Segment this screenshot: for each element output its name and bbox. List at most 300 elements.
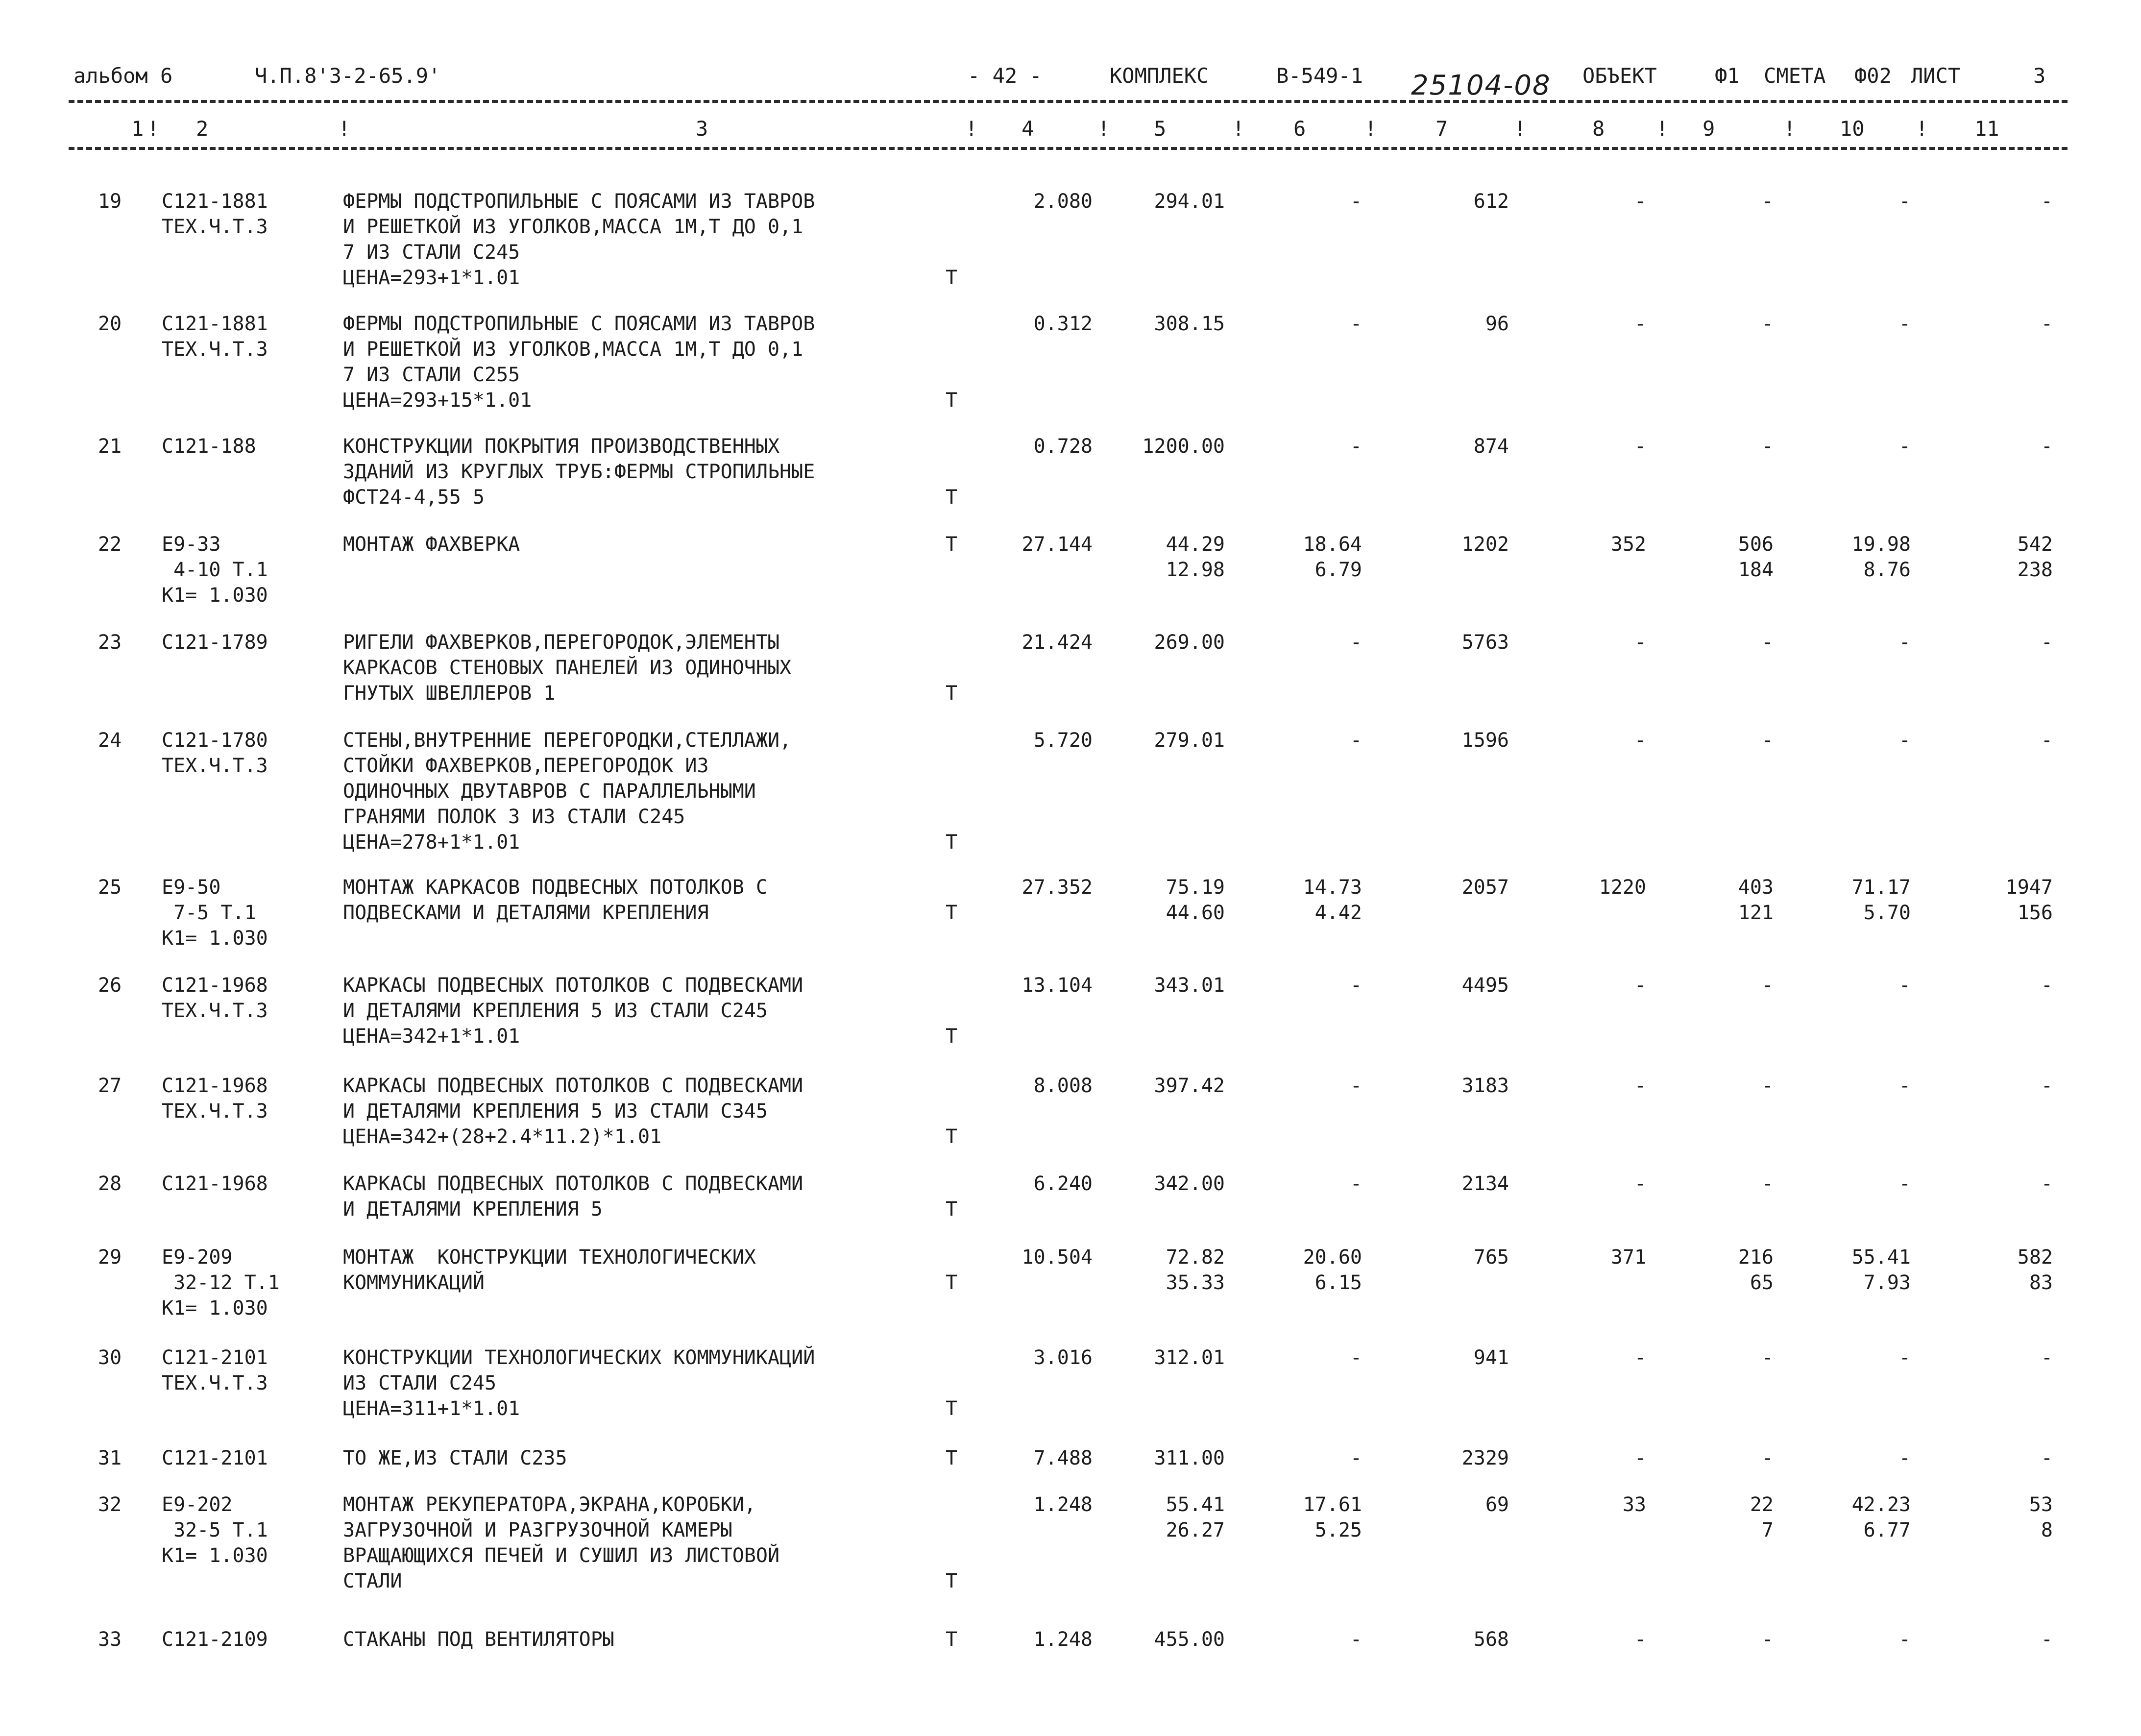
unit-cost: [1097, 1627, 1225, 1652]
machine-total: [1656, 875, 1774, 926]
work-description-line: ЦЕНА=293+15*1.01: [343, 389, 532, 412]
machine-cost-line: -: [1350, 1447, 1362, 1469]
machine-cost: [1235, 1627, 1362, 1652]
unit-cost-line: 72.82: [1166, 1246, 1225, 1269]
rate-code-line: С121-2109: [162, 1628, 268, 1651]
machine-cost-line: -: [1350, 729, 1362, 752]
unit-cost: [1097, 630, 1225, 655]
labor-unit-line: 71.17: [1851, 876, 1911, 899]
row-number: 28: [98, 1173, 122, 1195]
unit-mark: Т: [946, 389, 958, 412]
work-description: [343, 532, 960, 557]
work-description: [343, 1445, 960, 1471]
labor-unit-line: 8.76: [1863, 559, 1911, 581]
labor-total-line: 83: [2029, 1271, 2053, 1294]
total-cost: 3183: [1461, 1075, 1509, 1097]
quantity: 5.720: [1033, 729, 1093, 752]
labor-total-line: -: [2041, 1346, 2053, 1369]
machine-total-line: 121: [1738, 902, 1774, 924]
quantity: 21.424: [1022, 631, 1093, 654]
column-number: 11: [1974, 117, 1999, 141]
machine-total-line: -: [1761, 631, 1774, 654]
wage-total: 352: [1610, 533, 1646, 556]
labor-unit: [1783, 1345, 1911, 1370]
work-description-line: СТЕНЫ,ВНУТРЕННИЕ ПЕРЕГОРОДКИ,СТЕЛЛАЖИ,: [343, 729, 792, 752]
labor-total: [1921, 728, 2053, 753]
machine-cost: [1235, 875, 1362, 926]
work-description-line: ФЕРМЫ ПОДСТРОПИЛЬНЫЕ С ПОЯСАМИ ИЗ ТАВРОВ: [343, 313, 815, 335]
quantity: 0.312: [1033, 313, 1093, 335]
labor-unit: [1783, 532, 1911, 583]
machine-cost: [1235, 189, 1362, 214]
labor-unit-line: -: [1898, 729, 1911, 752]
machine-total: [1656, 1627, 1774, 1652]
labor-total: [1921, 1171, 2053, 1197]
unit-cost-line: 269.00: [1154, 631, 1225, 654]
labor-unit: [1783, 189, 1911, 214]
labor-total: [1921, 973, 2053, 998]
labor-unit: [1783, 728, 1911, 753]
wage-total: -: [1634, 1628, 1646, 1651]
rate-code-line: С121-2101: [162, 1447, 268, 1469]
labor-total-line: 542: [2017, 533, 2053, 556]
unit-mark: Т: [946, 533, 958, 556]
unit-cost: [1097, 532, 1225, 583]
row-number: 19: [98, 190, 122, 213]
quantity: 2.080: [1033, 190, 1093, 213]
row-number: 23: [98, 631, 122, 654]
work-description-line: ИЗ СТАЛИ С245: [343, 1372, 497, 1394]
labor-total-line: 1947: [2005, 876, 2053, 899]
estimate-value: Ф02: [1854, 64, 1892, 88]
labor-total: [1921, 1073, 2053, 1099]
machine-cost: [1235, 532, 1362, 583]
column-number: 9: [1703, 117, 1715, 141]
total-cost: 2057: [1461, 876, 1509, 899]
unit-mark: Т: [946, 1570, 958, 1592]
rate-code: [162, 1627, 338, 1652]
machine-total-line: -: [1761, 974, 1774, 997]
column-number: 1: [131, 117, 144, 141]
rate-code-line: 32-5 Т.1: [162, 1519, 268, 1541]
machine-cost-line: 4.42: [1314, 902, 1362, 924]
machine-total-line: 403: [1738, 876, 1774, 899]
labor-total-line: -: [2041, 190, 2053, 213]
machine-total: [1656, 1171, 1774, 1197]
unit-cost: [1097, 189, 1225, 214]
total-cost: 69: [1485, 1493, 1509, 1516]
machine-total-line: -: [1761, 313, 1774, 335]
unit-cost: [1097, 311, 1225, 337]
work-description-line: ЦЕНА=311+1*1.01: [343, 1397, 520, 1420]
quantity: 0.728: [1033, 435, 1093, 458]
machine-total: [1656, 434, 1774, 459]
labor-unit-line: 19.98: [1851, 533, 1911, 556]
unit-mark: Т: [946, 1271, 958, 1294]
work-description-line: ВРАЩАЮЩИХСЯ ПЕЧЕЙ И СУШИЛ ИЗ ЛИСТОВОЙ: [343, 1544, 780, 1567]
row-number: 32: [98, 1493, 122, 1516]
wage-total: -: [1634, 974, 1646, 997]
labor-unit-line: -: [1898, 1628, 1911, 1651]
rate-code-line: Е9-50: [162, 876, 221, 899]
row-number: 26: [98, 974, 122, 997]
work-description: [343, 1073, 960, 1149]
labor-total-line: 156: [2017, 902, 2053, 924]
unit-cost-line: 311.00: [1154, 1447, 1225, 1469]
complex-label: КОМПЛЕКС: [1110, 64, 1209, 88]
labor-unit-line: 7.93: [1863, 1271, 1911, 1294]
machine-cost-line: 20.60: [1303, 1246, 1362, 1269]
unit-cost-line: 342.00: [1154, 1173, 1225, 1195]
work-description: [343, 973, 960, 1049]
rate-code-line: С121-1789: [162, 631, 268, 654]
machine-total: [1656, 189, 1774, 214]
row-number: 33: [98, 1628, 122, 1651]
machine-cost-line: -: [1350, 974, 1362, 997]
labor-total-line: -: [2041, 729, 2053, 752]
unit-cost: [1097, 434, 1225, 459]
machine-cost-line: 18.64: [1303, 533, 1362, 556]
machine-cost-line: -: [1350, 1075, 1362, 1097]
rate-code-line: 32-12 Т.1: [162, 1271, 280, 1294]
total-cost: 1202: [1461, 533, 1509, 556]
labor-total: [1921, 532, 2053, 583]
total-cost: 5763: [1461, 631, 1509, 654]
work-description-line: ЦЕНА=342+(28+2.4*11.2)*1.01: [343, 1125, 662, 1148]
unit-cost-line: 308.15: [1154, 313, 1225, 335]
rate-code-line: К1= 1.030: [162, 584, 268, 607]
machine-total-line: -: [1761, 1173, 1774, 1195]
rate-code-line: С121-188: [162, 435, 256, 458]
labor-total: [1921, 1245, 2053, 1296]
rate-code: [162, 630, 338, 655]
work-description-line: МОНТАЖ КОНСТРУКЦИИ ТЕХНОЛОГИЧЕСКИХ: [343, 1246, 756, 1269]
machine-total: [1656, 311, 1774, 337]
machine-total-line: 184: [1738, 559, 1774, 581]
work-description-line: МОНТАЖ КАРКАСОВ ПОДВЕСНЫХ ПОТОЛКОВ С: [343, 876, 768, 899]
labor-unit: [1783, 1171, 1911, 1197]
work-description-line: И РЕШЕТКОЙ ИЗ УГОЛКОВ,МАССА 1М,Т ДО 0,1: [343, 338, 803, 361]
column-number: 8: [1592, 117, 1605, 141]
rate-code: [162, 728, 338, 779]
unit-cost-line: 279.01: [1154, 729, 1225, 752]
labor-total: [1921, 434, 2053, 459]
work-description: [343, 311, 960, 413]
column-number: 3: [696, 117, 708, 141]
quantity: 1.248: [1033, 1493, 1093, 1516]
machine-cost: [1235, 1345, 1362, 1370]
machine-cost: [1235, 1492, 1362, 1543]
work-description-line: СТАЛИ: [343, 1570, 402, 1592]
labor-unit-line: -: [1898, 1447, 1911, 1469]
machine-cost-line: -: [1350, 435, 1362, 458]
work-description-line: МОНТАЖ РЕКУПЕРАТОРА,ЭКРАНА,КОРОБКИ,: [343, 1493, 756, 1516]
rate-code-line: ТЕХ.Ч.Т.3: [162, 1000, 268, 1022]
total-cost: 4495: [1461, 974, 1509, 997]
labor-total-line: -: [2041, 1075, 2053, 1097]
rate-code-line: ТЕХ.Ч.Т.3: [162, 1372, 268, 1394]
labor-unit-line: -: [1898, 1075, 1911, 1097]
machine-cost: [1235, 973, 1362, 998]
quantity: 6.240: [1033, 1173, 1093, 1195]
rate-code: [162, 875, 338, 951]
machine-cost: [1235, 630, 1362, 655]
unit-mark: Т: [946, 1198, 958, 1221]
machine-total: [1656, 728, 1774, 753]
rate-code-line: ТЕХ.Ч.Т.3: [162, 755, 268, 777]
quantity: 8.008: [1033, 1075, 1093, 1097]
work-description: [343, 189, 960, 291]
work-description: [343, 875, 960, 926]
unit-cost: [1097, 1245, 1225, 1296]
row-number: 29: [98, 1246, 122, 1269]
object-label: ОБЪЕКТ: [1582, 64, 1657, 88]
machine-total: [1656, 630, 1774, 655]
rate-code-line: С121-2101: [162, 1346, 268, 1369]
row-number: 24: [98, 729, 122, 752]
rate-code: [162, 1245, 338, 1321]
work-description: [343, 630, 960, 706]
unit-cost: [1097, 875, 1225, 926]
labor-unit: [1783, 1245, 1911, 1296]
work-description: [343, 1492, 960, 1594]
machine-cost-line: -: [1350, 190, 1362, 213]
work-description-line: КАРКАСЫ ПОДВЕСНЫХ ПОТОЛКОВ С ПОДВЕСКАМИ: [343, 974, 803, 997]
unit-mark: Т: [946, 1397, 958, 1420]
unit-cost-line: 35.33: [1166, 1271, 1225, 1294]
wage-total: -: [1634, 1346, 1646, 1369]
work-description-line: КАРКАСЫ ПОДВЕСНЫХ ПОТОЛКОВ С ПОДВЕСКАМИ: [343, 1173, 803, 1195]
unit-mark: Т: [946, 902, 958, 924]
labor-total-line: 238: [2017, 559, 2053, 581]
total-cost: 2134: [1461, 1173, 1509, 1195]
labor-unit: [1783, 630, 1911, 655]
machine-cost: [1235, 1445, 1362, 1471]
work-description-line: И РЕШЕТКОЙ ИЗ УГОЛКОВ,МАССА 1М,Т ДО 0,1: [343, 216, 803, 238]
work-description-line: ЗДАНИЙ ИЗ КРУГЛЫХ ТРУБ:ФЕРМЫ СТРОПИЛЬНЫЕ: [343, 461, 815, 483]
machine-cost-line: -: [1350, 631, 1362, 654]
row-number: 20: [98, 313, 122, 335]
labor-unit: [1783, 973, 1911, 998]
total-cost: 941: [1473, 1346, 1509, 1369]
work-description-line: ЦЕНА=342+1*1.01: [343, 1025, 520, 1048]
work-description-line: И ДЕТАЛЯМИ КРЕПЛЕНИЯ 5: [343, 1198, 603, 1221]
unit-cost: [1097, 973, 1225, 998]
machine-cost: [1235, 1073, 1362, 1099]
work-description: [343, 1345, 960, 1421]
labor-total: [1921, 875, 2053, 926]
unit-cost-line: 55.41: [1166, 1493, 1225, 1516]
machine-cost: [1235, 311, 1362, 337]
unit-cost-line: 12.98: [1166, 559, 1225, 581]
rate-code-line: С121-1968: [162, 974, 268, 997]
unit-mark: Т: [946, 682, 958, 705]
unit-cost-line: 294.01: [1154, 190, 1225, 213]
machine-total: [1656, 1073, 1774, 1099]
rate-code-line: ТЕХ.Ч.Т.3: [162, 1100, 268, 1123]
labor-total: [1921, 1627, 2053, 1652]
row-number: 27: [98, 1075, 122, 1097]
rate-code: [162, 311, 338, 362]
work-description-line: КАРКАСЫ ПОДВЕСНЫХ ПОТОЛКОВ С ПОДВЕСКАМИ: [343, 1075, 803, 1097]
work-description-line: ФЕРМЫ ПОДСТРОПИЛЬНЫЕ С ПОЯСАМИ ИЗ ТАВРОВ: [343, 190, 815, 213]
wage-total: -: [1634, 435, 1646, 458]
rate-code: [162, 973, 338, 1024]
rate-code-line: К1= 1.030: [162, 1297, 268, 1320]
rate-code: [162, 1345, 338, 1396]
labor-unit-line: -: [1898, 435, 1911, 458]
rate-code-line: С121-1881: [162, 313, 268, 335]
labor-total: [1921, 1345, 2053, 1370]
work-description-line: ЦЕНА=293+1*1.01: [343, 267, 520, 289]
machine-total-line: -: [1761, 190, 1774, 213]
labor-unit: [1783, 1492, 1911, 1543]
rate-code-line: ТЕХ.Ч.Т.3: [162, 216, 268, 238]
row-number: 30: [98, 1346, 122, 1369]
quantity: 27.144: [1022, 533, 1093, 556]
rate-code: [162, 1171, 338, 1197]
unit-cost-line: 455.00: [1154, 1628, 1225, 1651]
rate-code-line: С121-1968: [162, 1173, 268, 1195]
column-number: 6: [1293, 117, 1306, 141]
labor-unit: [1783, 434, 1911, 459]
labor-total-line: -: [2041, 435, 2053, 458]
wage-total: 371: [1610, 1246, 1646, 1269]
album-code: Ч.П.8'3-2-65.9': [255, 64, 441, 88]
work-description: [343, 1245, 960, 1296]
rate-code-line: ТЕХ.Ч.Т.3: [162, 338, 268, 361]
rate-code-line: Е9-209: [162, 1246, 233, 1269]
rate-code-line: К1= 1.030: [162, 1544, 268, 1567]
machine-cost-line: -: [1350, 1173, 1362, 1195]
wage-total: -: [1634, 1447, 1646, 1469]
unit-cost: [1097, 1171, 1225, 1197]
labor-total: [1921, 311, 2053, 337]
work-description-line: 7 ИЗ СТАЛИ С255: [343, 364, 520, 386]
labor-total: [1921, 630, 2053, 655]
work-description-line: ЦЕНА=278+1*1.01: [343, 831, 520, 854]
estimate-label: СМЕТА: [1764, 64, 1826, 88]
wage-total: -: [1634, 1075, 1646, 1097]
work-description-line: МОНТАЖ ФАХВЕРКА: [343, 533, 520, 556]
unit-mark: Т: [946, 486, 958, 509]
labor-unit: [1783, 875, 1911, 926]
column-number: 7: [1435, 117, 1448, 141]
row-number: 31: [98, 1447, 122, 1469]
machine-total: [1656, 1245, 1774, 1296]
rate-code: [162, 189, 338, 240]
quantity: 7.488: [1033, 1447, 1093, 1469]
sheet-value: 3: [2033, 64, 2046, 88]
labor-unit-line: -: [1898, 1346, 1911, 1369]
total-cost: 612: [1473, 190, 1509, 213]
work-description-line: 7 ИЗ СТАЛИ С245: [343, 241, 520, 264]
rate-code-line: 4-10 Т.1: [162, 559, 268, 581]
machine-total-line: -: [1761, 1447, 1774, 1469]
unit-mark: Т: [946, 1125, 958, 1148]
unit-cost-line: 44.29: [1166, 533, 1225, 556]
labor-unit-line: -: [1898, 190, 1911, 213]
total-cost: 2329: [1461, 1447, 1509, 1469]
quantity: 1.248: [1033, 1628, 1093, 1651]
wage-total: -: [1634, 729, 1646, 752]
machine-cost-line: 14.73: [1303, 876, 1362, 899]
machine-total-line: 65: [1750, 1271, 1774, 1294]
page-number: - 42 -: [968, 64, 1042, 88]
labor-total-line: 8: [2041, 1519, 2053, 1541]
rate-code: [162, 1492, 338, 1568]
column-number: 10: [1840, 117, 1865, 141]
quantity: 10.504: [1022, 1246, 1093, 1269]
machine-total-line: -: [1761, 729, 1774, 752]
machine-cost-line: 6.79: [1314, 559, 1362, 581]
labor-unit-line: -: [1898, 974, 1911, 997]
labor-unit: [1783, 311, 1911, 337]
work-description-line: И ДЕТАЛЯМИ КРЕПЛЕНИЯ 5 ИЗ СТАЛИ С245: [343, 1000, 768, 1022]
labor-total-line: -: [2041, 1447, 2053, 1469]
handwritten-number: 25104-08: [1411, 70, 1551, 101]
work-description-line: ОДИНОЧНЫХ ДВУТАВРОВ С ПАРАЛЛЕЛЬНЫМИ: [343, 780, 756, 803]
labor-unit-line: 6.77: [1863, 1519, 1911, 1541]
row-number: 21: [98, 435, 122, 458]
labor-unit: [1783, 1627, 1911, 1652]
sheet-label: ЛИСТ: [1911, 64, 1961, 88]
unit-cost: [1097, 1345, 1225, 1370]
rate-code-line: Е9-33: [162, 533, 221, 556]
unit-cost: [1097, 1073, 1225, 1099]
rate-code-line: 7-5 Т.1: [162, 902, 256, 924]
machine-cost-line: -: [1350, 1346, 1362, 1369]
machine-total-line: 22: [1750, 1493, 1774, 1516]
machine-cost-line: -: [1350, 313, 1362, 335]
machine-total-line: -: [1761, 1075, 1774, 1097]
labor-total-line: 582: [2017, 1246, 2053, 1269]
unit-cost: [1097, 1492, 1225, 1543]
work-description-line: КАРКАСОВ СТЕНОВЫХ ПАНЕЛЕЙ ИЗ ОДИНОЧНЫХ: [343, 657, 792, 679]
unit-mark: Т: [946, 267, 958, 289]
rate-code-line: Е9-202: [162, 1493, 233, 1516]
unit-cost-line: 1200.00: [1142, 435, 1225, 458]
quantity: 27.352: [1022, 876, 1093, 899]
quantity: 13.104: [1022, 974, 1093, 997]
unit-mark: Т: [946, 1447, 958, 1469]
work-description-line: ПОДВЕСКАМИ И ДЕТАЛЯМИ КРЕПЛЕНИЯ: [343, 902, 709, 924]
machine-total: [1656, 1445, 1774, 1471]
machine-cost-line: 17.61: [1303, 1493, 1362, 1516]
labor-total-line: -: [2041, 313, 2053, 335]
machine-total-line: 7: [1761, 1519, 1774, 1541]
rate-code: [162, 434, 338, 459]
machine-total: [1656, 1345, 1774, 1370]
unit-cost-line: 44.60: [1166, 902, 1225, 924]
machine-cost-line: 6.15: [1314, 1271, 1362, 1294]
machine-total-line: 506: [1738, 533, 1774, 556]
unit-cost-line: 75.19: [1166, 876, 1225, 899]
wage-total: 1220: [1599, 876, 1646, 899]
labor-total-line: -: [2041, 974, 2053, 997]
machine-cost: [1235, 728, 1362, 753]
object-value: Ф1: [1715, 64, 1740, 88]
labor-unit-line: 42.23: [1851, 1493, 1911, 1516]
labor-total-line: 53: [2029, 1493, 2053, 1516]
work-description: [343, 434, 960, 510]
labor-total: [1921, 1492, 2053, 1543]
row-number: 25: [98, 876, 122, 899]
column-number: 4: [1022, 117, 1034, 141]
work-description-line: СТАКАНЫ ПОД ВЕНТИЛЯТОРЫ: [343, 1628, 614, 1651]
rate-code-line: С121-1780: [162, 729, 268, 752]
unit-mark: Т: [946, 1025, 958, 1048]
